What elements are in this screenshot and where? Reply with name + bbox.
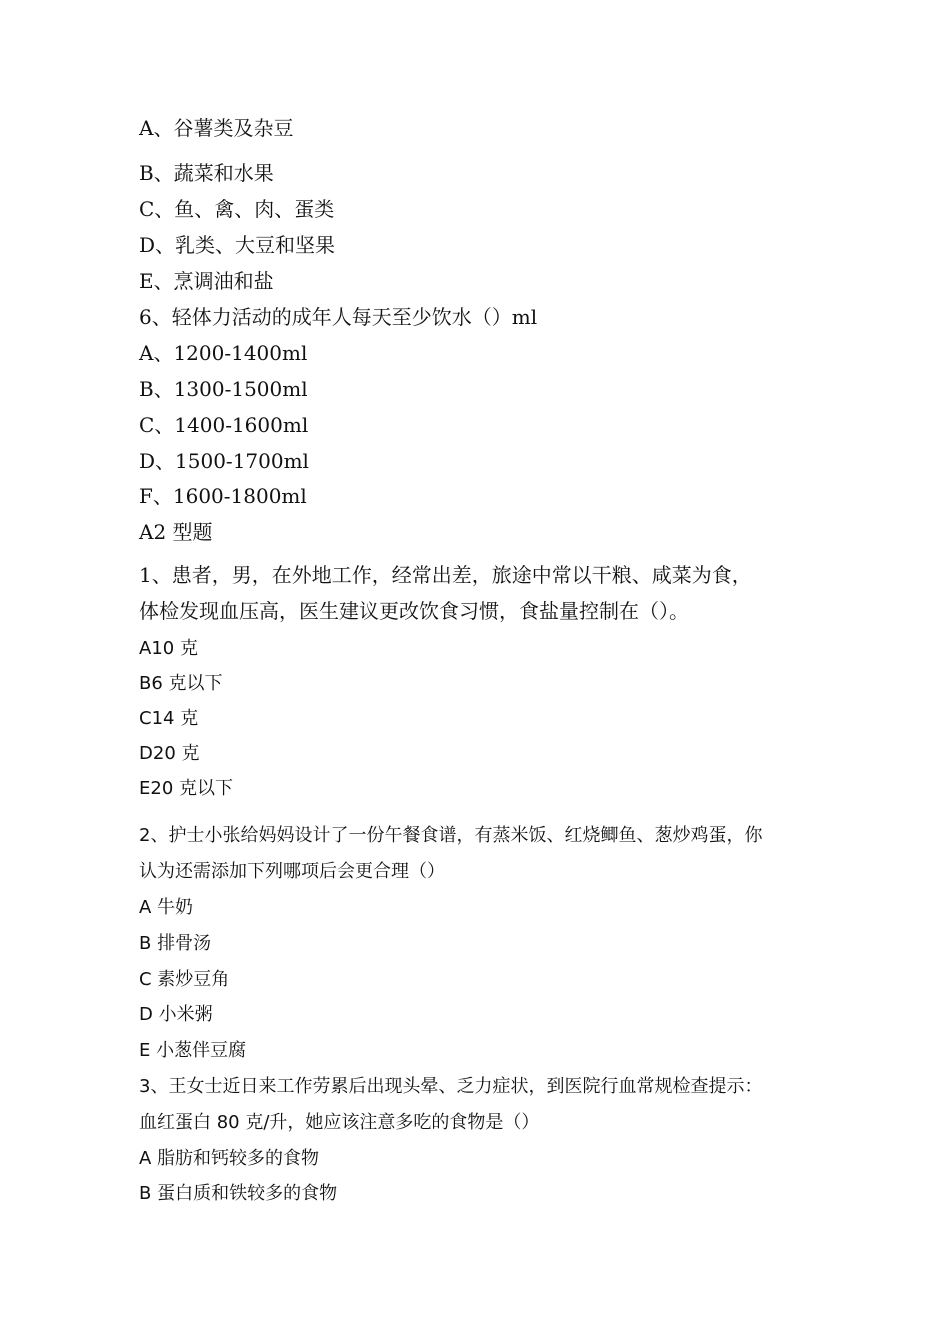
a2-question-1-line-2: 体检发现血压高，医生建议更改饮食习惯，食盐量控制在（）。 xyxy=(139,599,689,623)
option-e-oil-salt: E、烹调油和盐 xyxy=(139,269,274,293)
q6-option-f: F、1600-1800ml xyxy=(139,484,307,508)
section-heading-a2: A2 型题 xyxy=(139,520,213,544)
option-d-dairy: D、乳类、大豆和坚果 xyxy=(139,233,336,257)
a2-q2-option-a: A 牛奶 xyxy=(139,897,194,918)
a2-question-3-line-1: 3、王女士近日来工作劳累后出现头晕、乏力症状，到医院行血常规检查提示： xyxy=(139,1076,763,1097)
a2-q1-option-c: C14 克 xyxy=(139,708,199,729)
a2-q2-option-e: E 小葱伴豆腐 xyxy=(139,1040,247,1061)
a2-q1-option-e: E20 克以下 xyxy=(139,778,233,799)
a2-q1-option-a: A10 克 xyxy=(139,638,198,659)
option-b-vegetables: B、蔬菜和水果 xyxy=(139,161,274,185)
a2-question-3-line-2: 血红蛋白 80 克/升，她应该注意多吃的食物是（） xyxy=(139,1112,540,1133)
a2-q2-option-b: B 排骨汤 xyxy=(139,933,212,954)
a2-q2-option-d: D 小米粥 xyxy=(139,1004,213,1025)
a2-question-2-line-2: 认为还需添加下列哪项后会更合理（） xyxy=(139,861,445,882)
q6-option-b: B、1300-1500ml xyxy=(139,377,308,401)
a2-question-1-line-1: 1、患者，男，在外地工作，经常出差，旅途中常以干粮、咸菜为食， xyxy=(139,563,752,587)
option-a-grains: A、谷薯类及杂豆 xyxy=(139,116,294,140)
a2-q2-option-c: C 素炒豆角 xyxy=(139,969,230,990)
a2-q3-option-a: A 脂肪和钙较多的食物 xyxy=(139,1148,320,1169)
a2-q3-option-b: B 蛋白质和铁较多的食物 xyxy=(139,1183,338,1204)
a2-q1-option-b: B6 克以下 xyxy=(139,673,223,694)
a2-q1-option-d: D20 克 xyxy=(139,743,200,764)
q6-option-d: D、1500-1700ml xyxy=(139,449,309,473)
question-6: 6、轻体力活动的成年人每天至少饮水（）ml xyxy=(139,305,538,329)
q6-option-a: A、1200-1400ml xyxy=(139,341,308,365)
a2-question-2-line-1: 2、护士小张给妈妈设计了一份午餐食谱，有蒸米饭、红烧鲫鱼、葱炒鸡蛋，你 xyxy=(139,825,763,846)
q6-option-c: C、1400-1600ml xyxy=(139,413,309,437)
option-c-meat: C、鱼、禽、肉、蛋类 xyxy=(139,197,335,221)
